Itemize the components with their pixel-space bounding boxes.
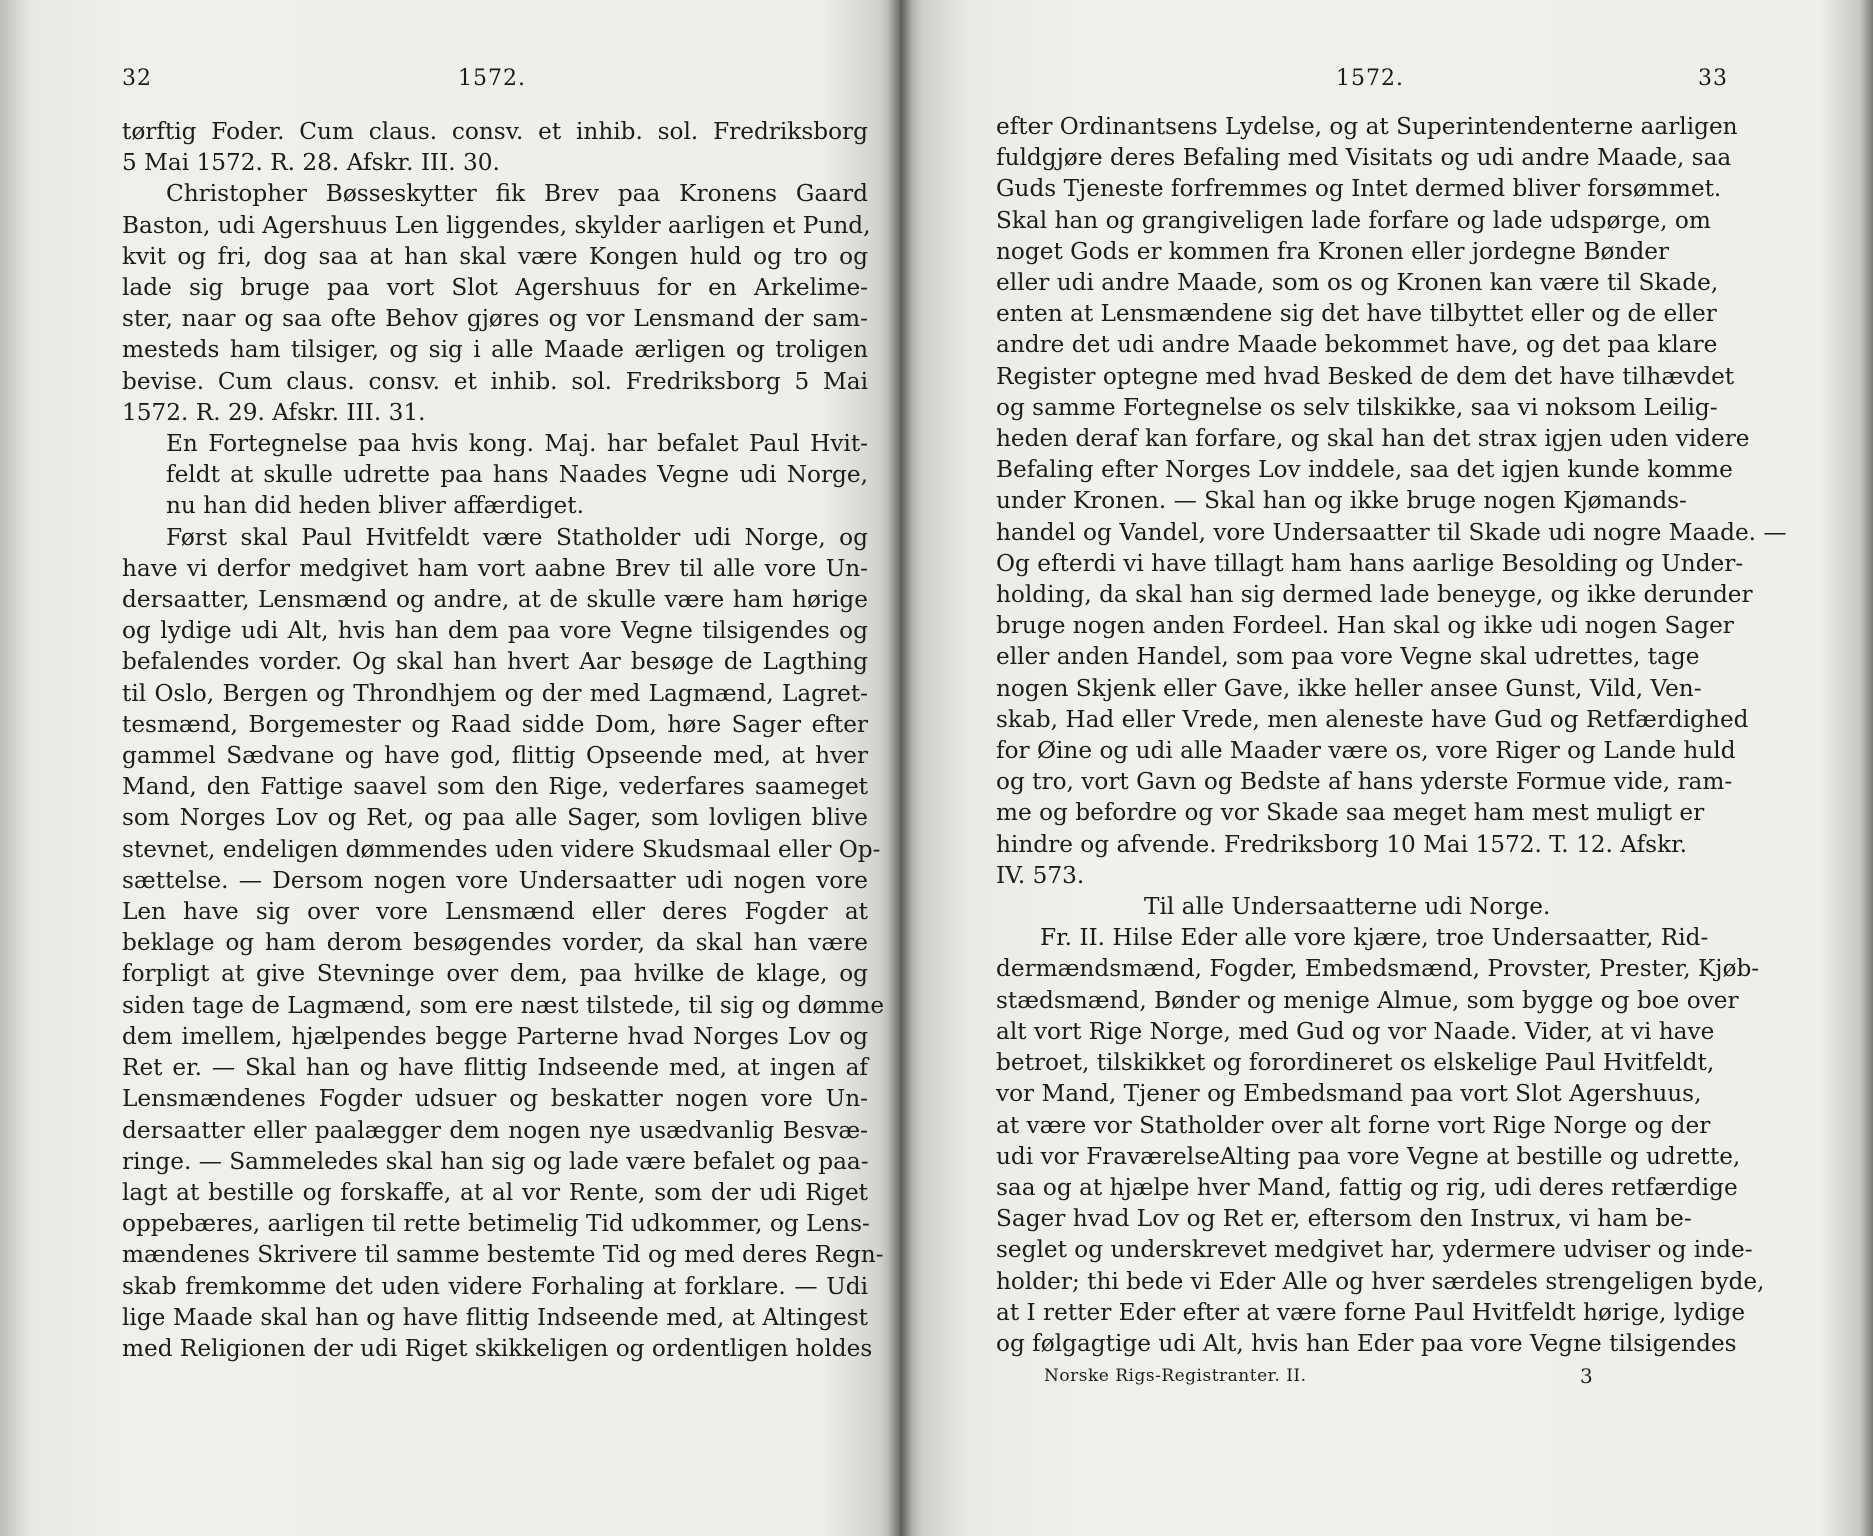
- text-line: lige Maade skal han og have flittig Indseende med, at Altingest: [122, 1303, 868, 1331]
- text-line: heden deraf kan forfare, og skal han det strax igjen uden videre: [996, 425, 1750, 453]
- text-line: seglet og underskrevet medgivet har, ydermere udviser og inde-: [996, 1236, 1753, 1264]
- text-line: Skal han og grangiveligen lade forfare og lade udspørge, om: [996, 206, 1711, 234]
- text-line: til Oslo, Bergen og Throndhjem og der med Lagmænd, Lagret-: [122, 679, 868, 707]
- text-line: alt vort Rige Norge, med Gud og vor Naade. Vider, at vi have: [996, 1017, 1715, 1045]
- text-line: bruge nogen anden Fordeel. Han skal og ikke udi nogen Sager: [996, 612, 1734, 640]
- text-line: saa og at hjælpe hver Mand, fattig og rig, udi deres retfærdige: [996, 1173, 1738, 1201]
- text-line: lagt at bestille og forskaffe, at al vor Rente, som der udi Riget: [122, 1178, 868, 1206]
- text-line: noget Gods er kommen fra Kronen eller jordegne Bønder: [996, 237, 1670, 265]
- text-line: Register optegne med hvad Besked de dem det have tilhævdet: [996, 362, 1735, 390]
- text-line: befalendes vorder. Og skal han hvert Aar besøge de Lagthing: [122, 648, 868, 676]
- text-line: Fr. II. Hilse Eder alle vore kjære, troe Undersaatter, Rid-: [1040, 924, 1709, 952]
- text-line: og samme Fortegnelse os selv tilskikke, saa vi noksom Leilig-: [996, 393, 1718, 421]
- text-line: Og efterdi vi have tillagt ham hans aarlige Besolding og Under-: [996, 549, 1744, 577]
- right-running-head: 1572.: [1336, 66, 1404, 91]
- text-line: Befaling efter Norges Lov inddele, saa det igjen kunde komme: [996, 456, 1733, 484]
- text-line: Len have sig over vore Lensmænd eller deres Fogder at: [122, 898, 868, 926]
- right-page: [900, 0, 1873, 1536]
- left-page: [0, 0, 900, 1536]
- text-line: Guds Tjeneste forfremmes og Intet dermed bliver forsømmet.: [996, 175, 1722, 203]
- text-line: efter Ordinantsens Lydelse, og at Superintendenterne aarligen: [996, 113, 1738, 140]
- text-line: ster, naar og saa ofte Behov gjøres og vor Lensmand der sam-: [122, 305, 868, 333]
- text-line: Mand, den Fattige saavel som den Rige, vederfares saameget: [122, 773, 868, 801]
- text-line: Lensmændenes Fogder udsuer og beskatter nogen vore Un-: [122, 1085, 868, 1113]
- text-line: gammel Sædvane og have god, flittig Opseende med, at hver: [122, 742, 868, 770]
- text-line: 1572. R. 29. Afskr. III. 31.: [122, 398, 426, 426]
- text-line: mændenes Skrivere til samme bestemte Tid og med deres Regn-: [122, 1241, 884, 1269]
- text-line: Til alle Undersaatterne udi Norge.: [1144, 893, 1551, 921]
- text-line: forpligt at give Stevninge over dem, paa hvilke de klage, og: [122, 960, 868, 988]
- text-line: tesmænd, Borgemester og Raad sidde Dom, høre Sager efter: [122, 710, 868, 738]
- text-line: beklage og ham derom besøgendes vorder, da skal han være: [122, 929, 868, 957]
- text-line: holder; thi bede vi Eder Alle og hver særdeles strengeligen byde,: [996, 1267, 1765, 1295]
- text-line: Christopher Bøsseskytter fik Brev paa Kronens Gaard: [166, 180, 868, 208]
- text-line: mesteds ham tilsiger, og sig i alle Maade ærligen og troligen: [122, 336, 868, 364]
- text-line: siden tage de Lagmænd, som ere næst tilstede, til sig og dømme: [122, 991, 885, 1019]
- text-line: stevnet, endeligen dømmendes uden videre Skudsmaal eller Op-: [122, 835, 881, 863]
- text-line: feldt at skulle udrette paa hans Naades Vegne udi Norge,: [166, 461, 868, 489]
- text-line: skab fremkomme det uden videre Forhaling at forklare. — Udi: [122, 1272, 868, 1300]
- left-body-text: [122, 116, 885, 1364]
- text-line: betroet, tilskikket og forordineret os elskelige Paul Hvitfeldt,: [996, 1049, 1715, 1077]
- text-line: og tro, vort Gavn og Bedste af hans yderste Formue vide, ram-: [996, 768, 1733, 796]
- text-line: Først skal Paul Hvitfeldt være Statholder udi Norge, og: [166, 523, 868, 551]
- text-line: at I retter Eder efter at være forne Paul Hvitfeldt hørige, lydige: [996, 1298, 1746, 1326]
- text-line: stædsmænd, Bønder og menige Almue, som bygge og boe over: [996, 986, 1739, 1014]
- text-line: enten at Lensmændene sig det have tilbyttet eller og de eller: [996, 300, 1717, 328]
- footer-signature: 3: [1580, 1364, 1594, 1388]
- text-line: vor Mand, Tjener og Embedsmand paa vort Slot Agershuus,: [996, 1080, 1702, 1108]
- text-line: ringe. — Sammeledes skal han sig og lade være befalet og paa-: [122, 1147, 869, 1175]
- text-line: bevise. Cum claus. consv. et inhib. sol. Fredriksborg 5 Mai: [122, 367, 868, 395]
- text-line: tørftig Foder. Cum claus. consv. et inhib. sol. Fredriksborg: [122, 118, 868, 145]
- text-line: Ret er. — Skal han og have flittig Indseende med, at ingen af: [122, 1054, 868, 1082]
- text-line: for Øine og udi alle Maader være os, vore Riger og Lande huld: [996, 737, 1736, 765]
- text-line: sættelse. — Dersom nogen vore Undersaatter udi nogen vore: [122, 866, 868, 894]
- text-line: lade sig bruge paa vort Slot Agershuus for en Arkelime-: [122, 274, 868, 302]
- text-line: holding, da skal han sig dermed lade beneyge, og ikke derunder: [996, 581, 1753, 609]
- text-line: IV. 573.: [996, 861, 1085, 889]
- text-line: som Norges Lov og Ret, og paa alle Sager, som lovligen blive: [122, 804, 868, 832]
- text-line: have vi derfor medgivet ham vort aabne Brev til alle vore Un-: [122, 554, 868, 582]
- text-line: nogen Skjenk eller Gave, ikke heller ansee Gunst, Vild, Ven-: [996, 674, 1702, 702]
- text-line: handel og Vandel, vore Undersaatter til Skade udi nogre Maade. —: [996, 518, 1787, 546]
- text-line: hindre og afvende. Fredriksborg 10 Mai 1572. T. 12. Afskr.: [996, 830, 1688, 858]
- text-line: fuldgjøre deres Befaling med Visitats og udi andre Maade, saa: [996, 144, 1732, 172]
- text-line: at være vor Statholder over alt forne vort Rige Norge og der: [996, 1111, 1711, 1139]
- text-line: oppebæres, aarligen til rette betimelig Tid udkommer, og Lens-: [122, 1210, 870, 1238]
- text-line: nu han did heden bliver affærdiget.: [166, 492, 584, 520]
- left-page-number: 32: [122, 66, 152, 91]
- text-line: En Fortegnelse paa hvis kong. Maj. har befalet Paul Hvit-: [166, 430, 868, 458]
- text-line: dersaatter eller paalægger dem nogen nye usædvanlig Besvæ-: [122, 1116, 868, 1144]
- text-line: dermændsmænd, Fogder, Embedsmænd, Provster, Prester, Kjøb-: [996, 955, 1760, 983]
- text-line: og lydige udi Alt, hvis han dem paa vore Vegne tilsigendes og: [122, 617, 868, 645]
- text-line: eller anden Handel, som paa vore Vegne skal udrettes, tage: [996, 643, 1700, 671]
- text-line: Sager hvad Lov og Ret er, eftersom den Instrux, vi ham be-: [996, 1205, 1692, 1233]
- text-line: eller udi andre Maade, som os og Kronen kan være til Skade,: [996, 269, 1719, 297]
- text-line: med Religionen der udi Riget skikkeligen og ordentligen holdes: [122, 1334, 873, 1362]
- text-line: me og befordre og vor Skade saa meget ham mest muligt er: [996, 799, 1705, 827]
- text-line: udi vor FraværelseAlting paa vore Vegne at bestille og udrette,: [996, 1142, 1741, 1170]
- left-running-head: 1572.: [458, 66, 526, 91]
- right-body-text: [996, 111, 1787, 1359]
- text-line: og følgagtige udi Alt, hvis han Eder paa vore Vegne tilsigendes: [996, 1329, 1737, 1357]
- text-line: skab, Had eller Vrede, men aleneste have Gud og Retfærdighed: [996, 705, 1749, 733]
- right-page-number: 33: [1698, 66, 1728, 91]
- text-line: kvit og fri, dog saa at han skal være Kongen huld og tro og: [122, 242, 868, 270]
- footer-title: Norske Rigs-Registranter. II.: [1044, 1366, 1307, 1386]
- text-line: dem imellem, hjælpendes begge Parterne hvad Norges Lov og: [122, 1022, 868, 1050]
- text-line: under Kronen. — Skal han og ikke bruge nogen Kjømands-: [996, 487, 1687, 515]
- text-line: 5 Mai 1572. R. 28. Afskr. III. 30.: [122, 149, 500, 177]
- text-line: Baston, udi Agershuus Len liggendes, skylder aarligen et Pund,: [122, 211, 871, 239]
- text-line: andre det udi andre Maade bekommet have, og det paa klare: [996, 331, 1718, 359]
- text-line: dersaatter, Lensmænd og andre, at de skulle være ham hørige: [122, 586, 868, 614]
